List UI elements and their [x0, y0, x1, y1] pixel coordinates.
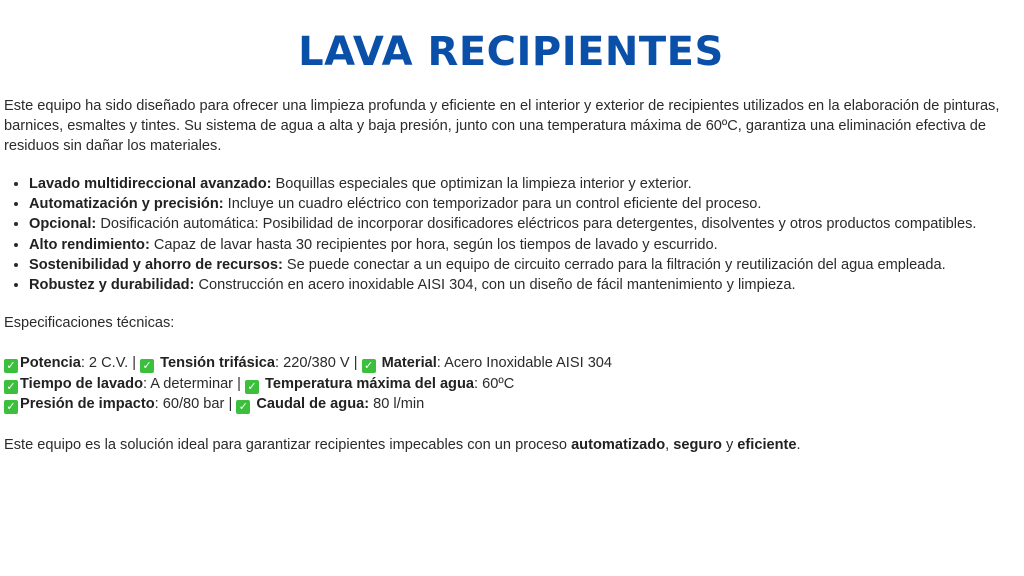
feature-label: Sostenibilidad y ahorro de recursos: [29, 256, 283, 273]
spec-value: : 60/80 bar | [154, 395, 237, 412]
spec-value: : A determinar | [143, 375, 245, 392]
spec-line [4, 394, 1018, 414]
list-item [29, 275, 1018, 295]
closing-emphasis: eficiente [737, 437, 797, 454]
closing-end: . [796, 437, 801, 454]
page-title: LAVA RECIPIENTES [298, 29, 724, 75]
check-mark-icon: ✓ [4, 359, 18, 373]
closing-separator: , [665, 437, 674, 454]
feature-text: Capaz de lavar hasta 30 recipientes por hora, según los tiempos de lavado y escurrido. [149, 236, 718, 253]
spec-label: Presión de impacto [20, 395, 155, 412]
spec-value: : Acero Inoxidable AISI 304 [436, 355, 613, 372]
list-item [29, 174, 1018, 194]
closing-emphasis: seguro [673, 437, 722, 454]
spec-label: Tiempo de lavado [20, 375, 143, 392]
closing-emphasis: automatizado [571, 437, 666, 454]
feature-text: Dosificación automática: Posibilidad de incorporar dosificadores eléctricos para detergentes, disolventes y otros productos compatibles. [96, 216, 977, 233]
feature-label: Opcional: [29, 216, 97, 233]
specifications-block [4, 353, 1018, 414]
list-item [29, 214, 1018, 234]
spec-label: Tensión trifásica [160, 355, 276, 372]
check-mark-icon: ✓ [140, 359, 154, 373]
spec-value: : 220/380 V | [275, 355, 362, 372]
spec-value: 80 l/min [369, 395, 425, 412]
check-mark-icon: ✓ [4, 380, 18, 394]
feature-label: Alto rendimiento: [29, 236, 150, 253]
feature-list [4, 174, 1018, 295]
feature-label: Lavado multidireccional avanzado: [29, 176, 272, 192]
feature-text: Se puede conectar a un equipo de circuito cerrado para la filtración y reutilización del agua empleada. [282, 256, 946, 273]
closing-text: Este equipo es la solución ideal para garantizar recipientes impecables con un proceso [4, 437, 572, 454]
spec-label: Potencia [20, 355, 81, 372]
check-mark-icon: ✓ [236, 400, 250, 414]
closing-separator: y [721, 437, 738, 454]
spec-value: : 60ºC [474, 375, 515, 392]
feature-text: Boquillas especiales que optimizan la limpieza interior y exterior. [271, 176, 692, 192]
intro-paragraph: Este equipo ha sido diseñado para ofrecer una limpieza profunda y eficiente en el interior y exterior de recipientes utilizados en la elaboración de pinturas, barnices, esmaltes y tintes. Su sistema de agua a alta y baja presión, junto con una temperatura máxima de 60ºC, garantiza una eliminación efectiva de residuos sin dañar los materiales. [4, 98, 1000, 154]
feature-label: Robustez y durabilidad: [29, 277, 195, 294]
list-item [29, 235, 1018, 255]
feature-text: Construcción en acero inoxidable AISI 304, con un diseño de fácil mantenimiento y limpieza. [194, 277, 796, 294]
spec-value: : 2 C.V. | [80, 355, 141, 372]
feature-label: Automatización y precisión: [29, 196, 224, 213]
check-mark-icon: ✓ [245, 380, 259, 394]
specifications-heading: Especificaciones técnicas: [4, 315, 175, 332]
spec-label: Temperatura máxima del agua [265, 375, 475, 392]
spec-line [4, 374, 1018, 394]
list-item [29, 194, 1018, 214]
check-mark-icon: ✓ [4, 400, 18, 414]
feature-text: Incluye un cuadro eléctrico con temporizador para un control eficiente del proceso. [223, 196, 762, 213]
spec-label: Caudal de agua: [256, 395, 370, 412]
list-item [29, 255, 1018, 275]
spec-line [4, 353, 1018, 373]
check-mark-icon: ✓ [362, 359, 376, 373]
closing-paragraph [4, 435, 1018, 455]
spec-label: Material [381, 355, 437, 372]
